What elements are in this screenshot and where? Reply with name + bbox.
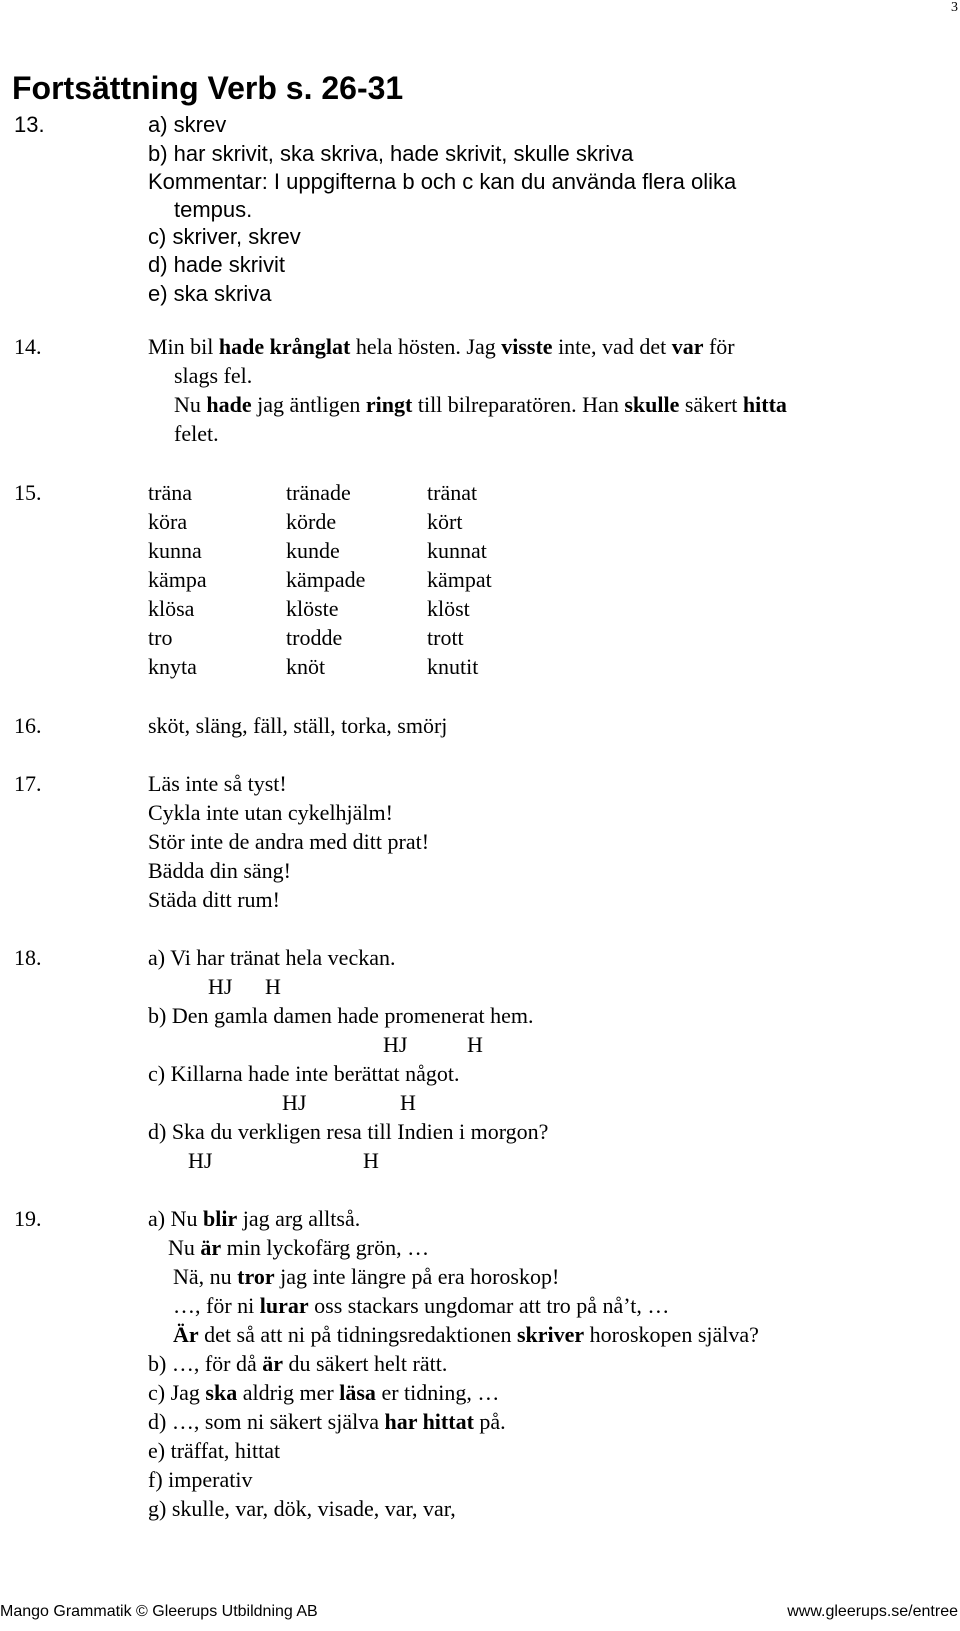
verb-supine: kämpat <box>427 567 492 592</box>
answer-line: d) …, som ni säkert själva har hittat på. <box>148 1409 506 1434</box>
answer-line: b) har skrivit, ska skriva, hade skrivit, skulle skriva <box>148 141 634 166</box>
answer-line: a) skrev <box>148 112 227 137</box>
answer-line: Min bil hade krånglat hela hösten. Jag visste inte, vad det var för <box>148 334 735 359</box>
verb-infinitive: kunna <box>148 538 202 563</box>
verb-past: klöste <box>286 596 339 621</box>
verb-infinitive: tro <box>148 625 173 650</box>
answer-line: …, för ni lurar oss stackars ungdomar att tro på nå’t, … <box>173 1293 670 1318</box>
verb-infinitive: knyta <box>148 654 197 679</box>
answer-line: Är det så att ni på tidningsredaktionen skriver horoskopen själva? <box>173 1322 759 1347</box>
answer-line: Cykla inte utan cykelhjälm! <box>148 800 393 825</box>
answer-line: g) skulle, var, dök, visade, var, var, <box>148 1496 456 1521</box>
main-verb-marker: H <box>363 1148 379 1173</box>
answer-line: a) Vi har tränat hela veckan. <box>148 945 396 970</box>
verb-supine: tränat <box>427 480 478 505</box>
answer-line: a) Nu blir jag arg alltså. <box>148 1206 361 1231</box>
answer-line: Nu är min lyckofärg grön, … <box>168 1235 430 1260</box>
verb-infinitive: kämpa <box>148 567 207 592</box>
exercise-number: 18. <box>14 945 42 970</box>
verb-past: tränade <box>286 480 351 505</box>
answer-line: c) Killarna hade inte berättat något. <box>148 1061 460 1086</box>
answer-line: c) Jag ska aldrig mer läsa er tidning, … <box>148 1380 500 1405</box>
exercise-number: 19. <box>14 1206 42 1231</box>
comment-line: Kommentar: I uppgifterna b och c kan du använda flera olika <box>148 169 737 194</box>
verb-supine: kört <box>427 509 463 534</box>
answer-line: e) ska skriva <box>148 281 272 306</box>
answer-line: felet. <box>174 421 219 446</box>
verb-supine: trott <box>427 625 464 650</box>
verb-supine: knutit <box>427 654 479 679</box>
main-verb-marker: H <box>467 1032 483 1057</box>
exercise-number: 16. <box>14 713 42 738</box>
answer-line: d) hade skrivit <box>148 252 285 277</box>
main-verb-marker: H <box>400 1090 416 1115</box>
exercise-number: 13. <box>14 112 45 137</box>
answer-line: d) Ska du verkligen resa till Indien i morgon? <box>148 1119 549 1144</box>
verb-past: knöt <box>286 654 326 679</box>
answer-line: f) imperativ <box>148 1467 253 1492</box>
page-title: Fortsättning Verb s. 26-31 <box>12 70 404 106</box>
helper-verb-marker: HJ <box>188 1148 213 1173</box>
page-number: 3 <box>951 0 958 15</box>
verb-past: kunde <box>286 538 340 563</box>
answer-line: Läs inte så tyst! <box>148 771 287 796</box>
helper-verb-marker: HJ <box>208 974 233 999</box>
answer-line: b) …, för då är du säkert helt rätt. <box>148 1351 448 1376</box>
helper-verb-marker: HJ <box>282 1090 307 1115</box>
helper-verb-marker: HJ <box>383 1032 408 1057</box>
exercise-number: 14. <box>14 334 42 359</box>
exercise-number: 15. <box>14 480 42 505</box>
answer-line: Städa ditt rum! <box>148 887 280 912</box>
verb-supine: klöst <box>427 596 470 621</box>
verb-infinitive: klösa <box>148 596 195 621</box>
answer-line: b) Den gamla damen hade promenerat hem. <box>148 1003 534 1028</box>
verb-past: körde <box>286 509 337 534</box>
footer-left: Mango Grammatik © Gleerups Utbildning AB <box>0 1603 318 1620</box>
answer-line: slags fel. <box>174 363 253 388</box>
answer-line: sköt, släng, fäll, ställ, torka, smörj <box>148 713 448 738</box>
verb-infinitive: köra <box>148 509 188 534</box>
verb-infinitive: träna <box>148 480 192 505</box>
verb-past: kämpade <box>286 567 366 592</box>
footer-right: www.gleerups.se/entree <box>787 1603 958 1620</box>
verb-supine: kunnat <box>427 538 487 563</box>
verb-past: trodde <box>286 625 343 650</box>
exercise-number: 17. <box>14 771 42 796</box>
answer-line: Nä, nu tror jag inte längre på era horoskop! <box>173 1264 560 1289</box>
answer-line: Nu hade jag äntligen ringt till bilreparatören. Han skulle säkert hitta <box>174 392 787 417</box>
main-verb-marker: H <box>265 974 281 999</box>
answer-line: Stör inte de andra med ditt prat! <box>148 829 430 854</box>
answer-line: Bädda din säng! <box>148 858 291 883</box>
comment-line: tempus. <box>174 197 253 222</box>
answer-line: e) träffat, hittat <box>148 1438 281 1463</box>
answer-line: c) skriver, skrev <box>148 224 301 249</box>
